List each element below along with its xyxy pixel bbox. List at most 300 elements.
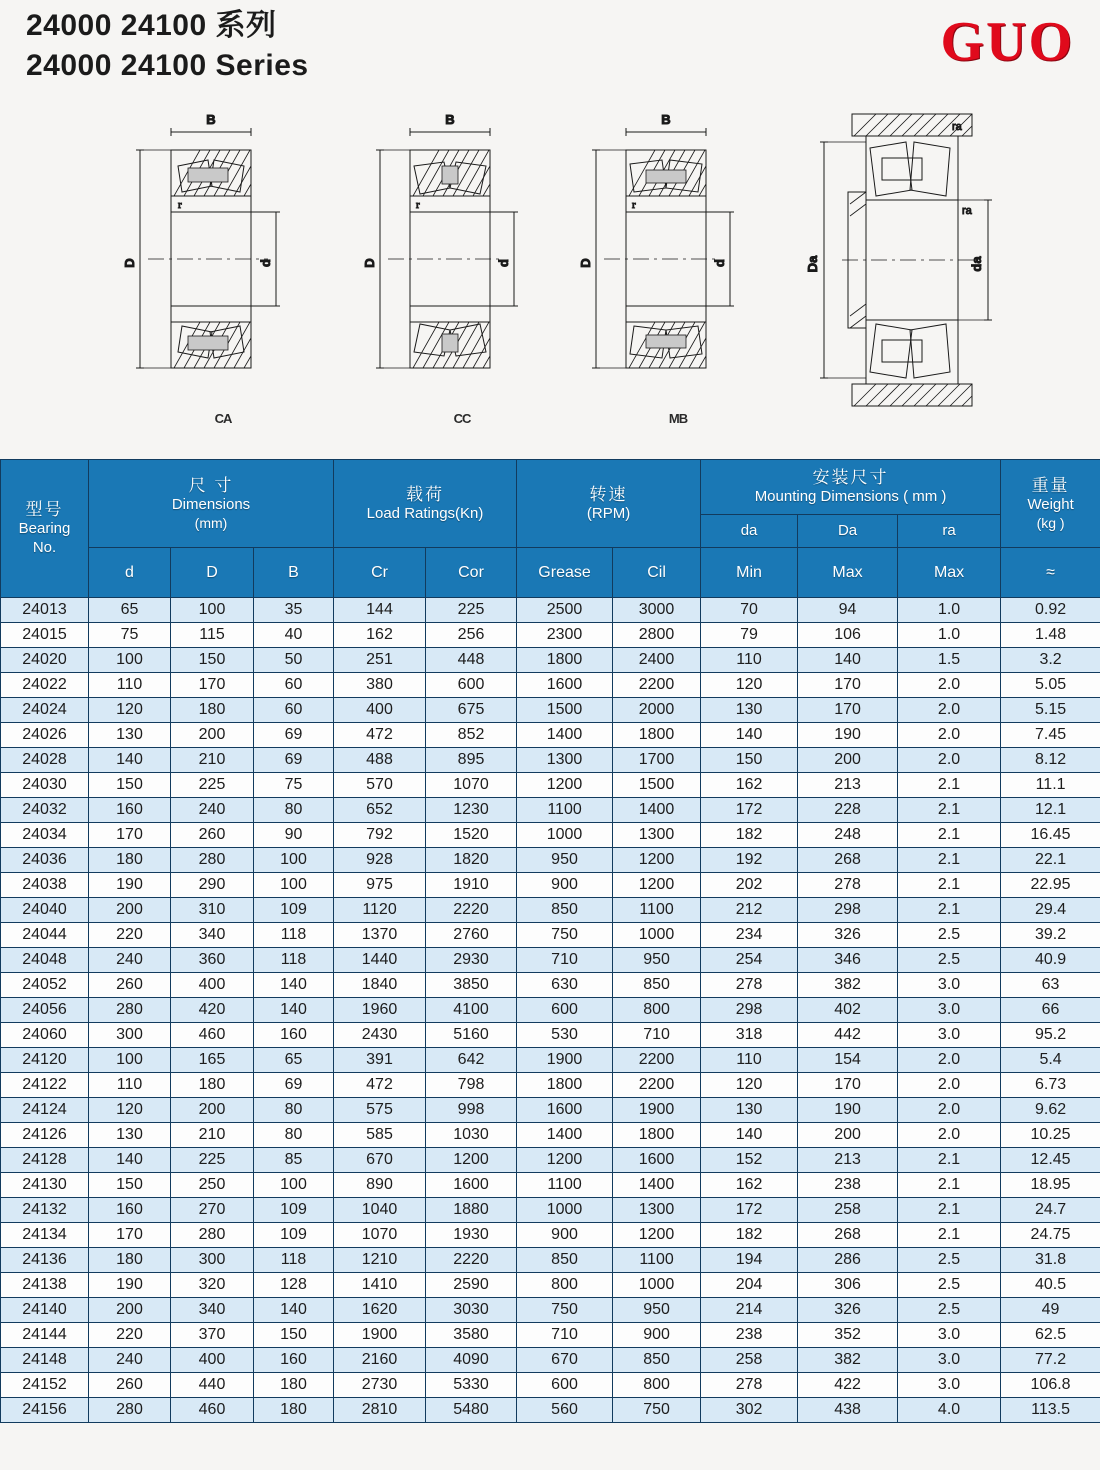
cell-value: 100: [89, 1048, 171, 1073]
cell-value: 300: [171, 1248, 254, 1273]
cell-value: 575: [334, 1098, 426, 1123]
cell-value: 40.5: [1001, 1273, 1100, 1298]
cell-value: 110: [89, 673, 171, 698]
cell-value: 154: [798, 1048, 898, 1073]
cell-value: 120: [701, 673, 798, 698]
header-Da-max: Da: [798, 515, 898, 548]
cell-value: 66: [1001, 998, 1100, 1023]
cell-value: 1070: [426, 773, 517, 798]
table-row: [1, 623, 1100, 648]
cell-value: 280: [171, 1223, 254, 1248]
cell-bearing-no: 24148: [1, 1348, 89, 1373]
cell-value: 5.05: [1001, 673, 1100, 698]
cell-value: 258: [701, 1348, 798, 1373]
bearing-section-cc-drawing: [352, 104, 572, 409]
cell-value: 448: [426, 648, 517, 673]
figure-mounting: [790, 104, 1080, 418]
cell-value: 140: [254, 1298, 334, 1323]
cell-value: 240: [171, 798, 254, 823]
cell-value: 35: [254, 598, 334, 623]
header-weight: 重量 Weight (kg ): [1001, 460, 1100, 548]
cell-value: 306: [798, 1273, 898, 1298]
svg-text:d: d: [496, 259, 511, 267]
cell-value: 11.1: [1001, 773, 1100, 798]
cell-value: 170: [89, 823, 171, 848]
svg-text:D: D: [578, 258, 593, 268]
cell-value: 280: [89, 1398, 171, 1423]
cell-value: 172: [701, 1198, 798, 1223]
cell-value: 391: [334, 1048, 426, 1073]
title-english: 24000 24100 Series: [26, 49, 309, 82]
cell-value: 40.9: [1001, 948, 1100, 973]
cell-value: 900: [517, 873, 613, 898]
cell-value: 850: [613, 1348, 701, 1373]
figure-mb: [568, 104, 788, 426]
cell-bearing-no: 24130: [1, 1173, 89, 1198]
cell-value: 118: [254, 923, 334, 948]
figure-cc: [352, 104, 572, 426]
cell-value: 150: [171, 648, 254, 673]
cell-value: 128: [254, 1273, 334, 1298]
cell-value: 160: [254, 1348, 334, 1373]
cell-value: 2.0: [898, 1123, 1001, 1148]
svg-text:Da: Da: [805, 255, 820, 273]
title-chinese: 24000 24100 系列: [26, 9, 277, 42]
cell-value: 130: [701, 1098, 798, 1123]
cell-value: 160: [89, 798, 171, 823]
cell-value: 40: [254, 623, 334, 648]
cell-value: 180: [89, 1248, 171, 1273]
cell-value: 113.5: [1001, 1398, 1100, 1423]
cell-value: 248: [798, 823, 898, 848]
cell-value: 200: [171, 1098, 254, 1123]
cell-value: 2590: [426, 1273, 517, 1298]
table-row: [1, 1223, 1100, 1248]
cell-value: 440: [171, 1373, 254, 1398]
cell-value: 400: [334, 698, 426, 723]
header-load-ratings: 载荷 Load Ratings(Kn): [334, 460, 517, 548]
cell-value: 1410: [334, 1273, 426, 1298]
cell-value: 300: [89, 1023, 171, 1048]
header-da-min: da: [701, 515, 798, 548]
cell-value: 1800: [613, 723, 701, 748]
cell-value: 585: [334, 1123, 426, 1148]
cell-value: 120: [701, 1073, 798, 1098]
table-row: [1, 698, 1100, 723]
cell-value: 326: [798, 1298, 898, 1323]
cell-value: 2.0: [898, 698, 1001, 723]
cell-value: 670: [334, 1148, 426, 1173]
cell-value: 95.2: [1001, 1023, 1100, 1048]
cell-value: 750: [517, 1298, 613, 1323]
cell-value: 710: [517, 948, 613, 973]
svg-text:D: D: [122, 258, 137, 268]
cell-value: 2.5: [898, 1273, 1001, 1298]
cell-value: 380: [334, 673, 426, 698]
cell-value: 3.0: [898, 998, 1001, 1023]
table-row: [1, 973, 1100, 998]
cell-value: 442: [798, 1023, 898, 1048]
cell-value: 1520: [426, 823, 517, 848]
cell-value: 1200: [517, 1148, 613, 1173]
cell-value: 420: [171, 998, 254, 1023]
cell-value: 165: [171, 1048, 254, 1073]
cell-value: 2760: [426, 923, 517, 948]
cell-value: 2220: [426, 898, 517, 923]
cell-value: 472: [334, 1073, 426, 1098]
figure-cc-caption: CC: [453, 411, 471, 426]
svg-text:B: B: [445, 112, 455, 127]
cell-value: 1900: [613, 1098, 701, 1123]
cell-value: 258: [798, 1198, 898, 1223]
header-col-grease: Grease: [517, 548, 613, 598]
cell-value: 1840: [334, 973, 426, 998]
cell-value: 256: [426, 623, 517, 648]
cell-bearing-no: 24140: [1, 1298, 89, 1323]
cell-value: 7.45: [1001, 723, 1100, 748]
cell-value: 120: [89, 698, 171, 723]
cell-value: 2800: [613, 623, 701, 648]
cell-bearing-no: 24152: [1, 1373, 89, 1398]
cell-value: 106: [798, 623, 898, 648]
cell-value: 798: [426, 1073, 517, 1098]
cell-bearing-no: 24138: [1, 1273, 89, 1298]
cell-value: 750: [613, 1398, 701, 1423]
cell-bearing-no: 24030: [1, 773, 89, 798]
header-col-d: d: [89, 548, 171, 598]
cell-bearing-no: 24144: [1, 1323, 89, 1348]
cell-value: 1200: [426, 1148, 517, 1173]
cell-value: 5.4: [1001, 1048, 1100, 1073]
cell-value: 213: [798, 1148, 898, 1173]
cell-value: 2.1: [898, 1148, 1001, 1173]
svg-text:d: d: [258, 259, 273, 267]
cell-value: 2200: [613, 1048, 701, 1073]
table-row: [1, 748, 1100, 773]
cell-value: 950: [517, 848, 613, 873]
cell-value: 1400: [517, 1123, 613, 1148]
cell-value: 1000: [613, 923, 701, 948]
cell-value: 1000: [613, 1273, 701, 1298]
cell-value: 3.2: [1001, 648, 1100, 673]
cell-value: 2.1: [898, 898, 1001, 923]
cell-bearing-no: 24120: [1, 1048, 89, 1073]
header-row-columns: [1, 548, 1100, 598]
cell-value: 2.5: [898, 923, 1001, 948]
cell-value: 1200: [517, 773, 613, 798]
cell-value: 370: [171, 1323, 254, 1348]
cell-value: 530: [517, 1023, 613, 1048]
cell-value: 950: [613, 1298, 701, 1323]
cell-value: 260: [171, 823, 254, 848]
cell-value: 150: [701, 748, 798, 773]
cell-value: 2.1: [898, 1198, 1001, 1223]
cell-value: 2.5: [898, 1298, 1001, 1323]
cell-value: 2.0: [898, 723, 1001, 748]
cell-value: 110: [701, 648, 798, 673]
svg-text:D: D: [362, 258, 377, 268]
cell-value: 928: [334, 848, 426, 873]
header-col-Cr: Cr: [334, 548, 426, 598]
table-row: [1, 898, 1100, 923]
table-row: [1, 723, 1100, 748]
cell-value: 270: [171, 1198, 254, 1223]
table-row: [1, 1173, 1100, 1198]
cell-value: 5330: [426, 1373, 517, 1398]
cell-value: 1070: [334, 1223, 426, 1248]
cell-value: 160: [254, 1023, 334, 1048]
cell-value: 170: [798, 698, 898, 723]
cell-value: 1400: [517, 723, 613, 748]
cell-value: 65: [254, 1048, 334, 1073]
cell-value: 268: [798, 848, 898, 873]
cell-bearing-no: 24040: [1, 898, 89, 923]
cell-bearing-no: 24038: [1, 873, 89, 898]
cell-value: 1040: [334, 1198, 426, 1223]
cell-value: 225: [171, 773, 254, 798]
cell-value: 5480: [426, 1398, 517, 1423]
cell-value: 382: [798, 973, 898, 998]
cell-value: 800: [613, 1373, 701, 1398]
cell-value: 200: [798, 748, 898, 773]
cell-value: 225: [426, 598, 517, 623]
header-bearing-no: 型号 Bearing No.: [1, 460, 89, 598]
cell-value: 298: [701, 998, 798, 1023]
cell-value: 675: [426, 698, 517, 723]
cell-value: 204: [701, 1273, 798, 1298]
cell-value: 422: [798, 1373, 898, 1398]
svg-text:B: B: [661, 112, 671, 127]
table-row: [1, 948, 1100, 973]
cell-value: 8.12: [1001, 748, 1100, 773]
cell-value: 340: [171, 1298, 254, 1323]
cell-value: 12.1: [1001, 798, 1100, 823]
table-row: [1, 873, 1100, 898]
brand-logo: GUO: [940, 11, 1074, 73]
cell-value: 39.2: [1001, 923, 1100, 948]
cell-value: 1600: [613, 1148, 701, 1173]
cell-value: 80: [254, 798, 334, 823]
cell-value: 346: [798, 948, 898, 973]
table-row: [1, 998, 1100, 1023]
cell-value: 6.73: [1001, 1073, 1100, 1098]
cell-value: 4100: [426, 998, 517, 1023]
cell-value: 251: [334, 648, 426, 673]
cell-value: 570: [334, 773, 426, 798]
table-row: [1, 673, 1100, 698]
cell-value: 180: [171, 1073, 254, 1098]
cell-value: 352: [798, 1323, 898, 1348]
cell-bearing-no: 24056: [1, 998, 89, 1023]
cell-value: 22.1: [1001, 848, 1100, 873]
cell-value: 2.1: [898, 823, 1001, 848]
cell-value: 3.0: [898, 1348, 1001, 1373]
cell-value: 895: [426, 748, 517, 773]
cell-value: 326: [798, 923, 898, 948]
cell-value: 1500: [613, 773, 701, 798]
cell-value: 2730: [334, 1373, 426, 1398]
cell-value: 2.1: [898, 873, 1001, 898]
cell-value: 750: [517, 923, 613, 948]
header-col-Da-max: Max: [798, 548, 898, 598]
cell-bearing-no: 24013: [1, 598, 89, 623]
cell-value: 140: [89, 1148, 171, 1173]
cell-value: 850: [517, 898, 613, 923]
cell-value: 792: [334, 823, 426, 848]
cell-value: 310: [171, 898, 254, 923]
cell-value: 710: [613, 1023, 701, 1048]
cell-value: 260: [89, 973, 171, 998]
cell-bearing-no: 24048: [1, 948, 89, 973]
cell-value: 3.0: [898, 1373, 1001, 1398]
cell-bearing-no: 24022: [1, 673, 89, 698]
cell-value: 2.0: [898, 1048, 1001, 1073]
cell-value: 31.8: [1001, 1248, 1100, 1273]
cell-bearing-no: 24044: [1, 923, 89, 948]
cell-value: 1000: [517, 823, 613, 848]
cell-value: 3.0: [898, 1023, 1001, 1048]
cell-value: 100: [254, 1173, 334, 1198]
cell-value: 210: [171, 1123, 254, 1148]
bearing-section-mb-drawing: [568, 104, 788, 409]
cell-value: 2.0: [898, 1098, 1001, 1123]
cell-value: 240: [89, 948, 171, 973]
cell-value: 1.0: [898, 623, 1001, 648]
cell-value: 100: [171, 598, 254, 623]
table-row: [1, 1248, 1100, 1273]
cell-value: 1700: [613, 748, 701, 773]
cell-value: 472: [334, 723, 426, 748]
cell-value: 642: [426, 1048, 517, 1073]
cell-value: 140: [701, 723, 798, 748]
cell-value: 10.25: [1001, 1123, 1100, 1148]
cell-value: 298: [798, 898, 898, 923]
cell-value: 172: [701, 798, 798, 823]
cell-value: 162: [334, 623, 426, 648]
table-header: [1, 460, 1100, 598]
cell-value: 140: [701, 1123, 798, 1148]
cell-value: 152: [701, 1148, 798, 1173]
cell-value: 63: [1001, 973, 1100, 998]
svg-text:r: r: [632, 199, 636, 211]
cell-value: 800: [613, 998, 701, 1023]
cell-value: 1800: [517, 1073, 613, 1098]
table-row: [1, 1323, 1100, 1348]
cell-bearing-no: 24028: [1, 748, 89, 773]
cell-value: 140: [89, 748, 171, 773]
cell-value: 560: [517, 1398, 613, 1423]
cell-value: 2200: [613, 1073, 701, 1098]
cell-bearing-no: 24026: [1, 723, 89, 748]
cell-value: 110: [701, 1048, 798, 1073]
cell-value: 280: [89, 998, 171, 1023]
cell-value: 140: [254, 973, 334, 998]
svg-text:ra: ra: [962, 205, 972, 217]
cell-value: 1200: [613, 873, 701, 898]
header-col-ra-max: Max: [898, 548, 1001, 598]
cell-value: 600: [426, 673, 517, 698]
cell-value: 2.1: [898, 1173, 1001, 1198]
cell-value: 75: [254, 773, 334, 798]
cell-value: 115: [171, 623, 254, 648]
cell-value: 5160: [426, 1023, 517, 1048]
cell-value: 320: [171, 1273, 254, 1298]
cell-value: 400: [171, 973, 254, 998]
cell-bearing-no: 24060: [1, 1023, 89, 1048]
table-row: [1, 1073, 1100, 1098]
cell-bearing-no: 24122: [1, 1073, 89, 1098]
cell-bearing-no: 24034: [1, 823, 89, 848]
cell-value: 1000: [517, 1198, 613, 1223]
cell-value: 900: [517, 1223, 613, 1248]
header-col-cil: Cil: [613, 548, 701, 598]
cell-bearing-no: 24124: [1, 1098, 89, 1123]
header-ra-max: ra: [898, 515, 1001, 548]
cell-value: 220: [89, 923, 171, 948]
cell-value: 2810: [334, 1398, 426, 1423]
cell-value: 1100: [517, 798, 613, 823]
cell-value: 900: [613, 1323, 701, 1348]
cell-bearing-no: 24136: [1, 1248, 89, 1273]
cell-value: 1880: [426, 1198, 517, 1223]
cell-value: 240: [89, 1348, 171, 1373]
cell-value: 460: [171, 1023, 254, 1048]
cell-value: 200: [89, 1298, 171, 1323]
cell-value: 2300: [517, 623, 613, 648]
cell-value: 150: [89, 773, 171, 798]
cell-value: 630: [517, 973, 613, 998]
cell-value: 1400: [613, 798, 701, 823]
svg-text:d: d: [712, 259, 727, 267]
cell-bearing-no: 24015: [1, 623, 89, 648]
cell-value: 29.4: [1001, 898, 1100, 923]
cell-value: 212: [701, 898, 798, 923]
cell-value: 100: [254, 848, 334, 873]
cell-value: 1500: [517, 698, 613, 723]
cell-value: 3.0: [898, 973, 1001, 998]
cell-value: 302: [701, 1398, 798, 1423]
cell-value: 2430: [334, 1023, 426, 1048]
cell-value: 1820: [426, 848, 517, 873]
cell-value: 109: [254, 898, 334, 923]
cell-value: 0.92: [1001, 598, 1100, 623]
table-row: [1, 1098, 1100, 1123]
cell-value: 80: [254, 1123, 334, 1148]
cell-value: 1600: [517, 1098, 613, 1123]
cell-value: 160: [89, 1198, 171, 1223]
cell-bearing-no: 24052: [1, 973, 89, 998]
header-speed: 转速 (RPM): [517, 460, 701, 548]
cell-value: 220: [89, 1323, 171, 1348]
cell-value: 162: [701, 773, 798, 798]
cell-value: 1800: [517, 648, 613, 673]
cell-value: 3.0: [898, 1323, 1001, 1348]
cell-value: 950: [613, 948, 701, 973]
cell-value: 850: [517, 1248, 613, 1273]
svg-text:r: r: [178, 199, 182, 211]
header-col-D: D: [171, 548, 254, 598]
table-row: [1, 648, 1100, 673]
svg-text:B: B: [206, 112, 216, 127]
cell-value: 69: [254, 1073, 334, 1098]
cell-value: 278: [701, 1373, 798, 1398]
cell-value: 200: [89, 898, 171, 923]
header-row-groups: [1, 460, 1100, 515]
mounting-dimensions-drawing: [790, 104, 1080, 416]
cell-value: 170: [798, 673, 898, 698]
figure-mb-caption: MB: [668, 411, 688, 426]
cell-value: 278: [701, 973, 798, 998]
